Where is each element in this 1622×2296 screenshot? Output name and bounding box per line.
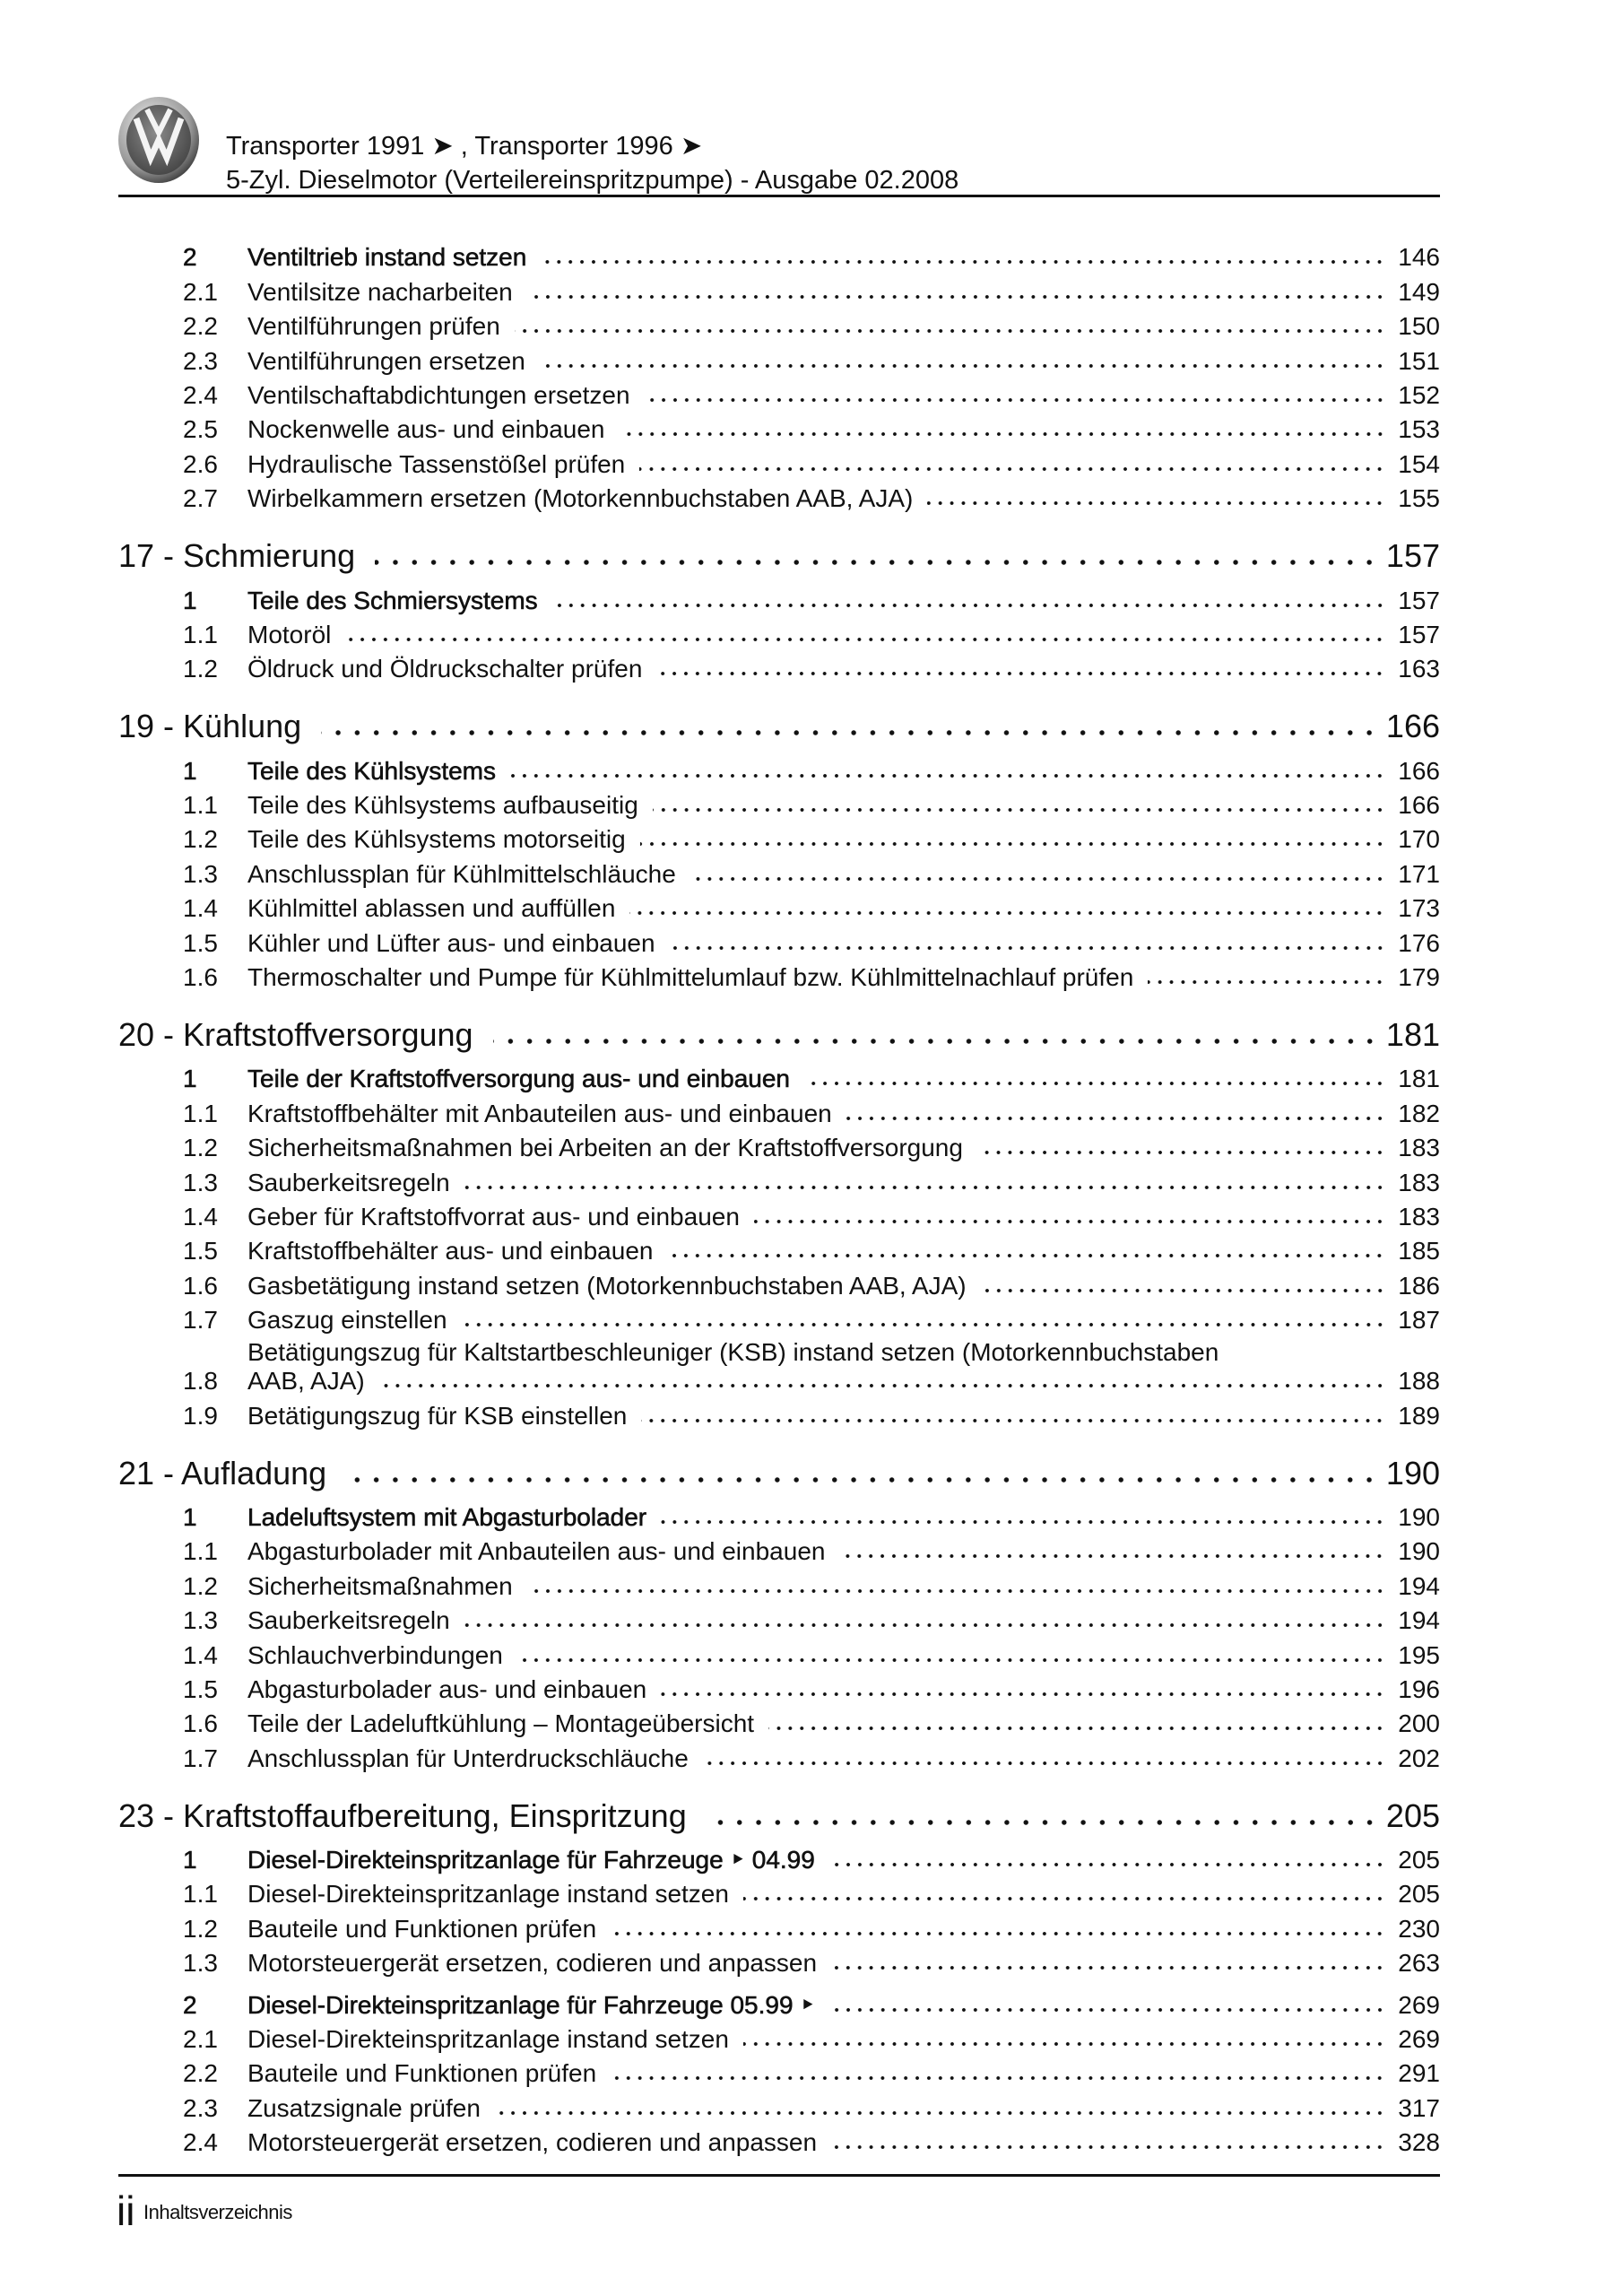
header-rule bbox=[118, 195, 1440, 197]
toc-entry[interactable] bbox=[118, 1602, 1440, 1636]
entry-page: 202 bbox=[1398, 1744, 1440, 1772]
dot-leader bbox=[661, 1518, 1385, 1526]
entry-number: 1.4 bbox=[183, 894, 218, 923]
entry-title: Motorsteuergerät ersetzen, codieren und anpassen bbox=[247, 2128, 818, 2157]
entry-page: 170 bbox=[1398, 825, 1440, 854]
entry-title: Bauteile und Funktionen prüfen bbox=[247, 1914, 597, 1943]
entry-number: 1.6 bbox=[183, 1709, 218, 1738]
dot-leader bbox=[653, 805, 1385, 814]
entry-title: Teile des Kühlsystems motorseitig bbox=[247, 825, 626, 854]
toc-entry[interactable] bbox=[118, 2089, 1440, 2123]
entry-number: 2.3 bbox=[183, 2093, 218, 2122]
entry-page: 151 bbox=[1398, 346, 1440, 375]
entry-title: Motoröl bbox=[247, 620, 332, 648]
dot-leader bbox=[743, 2039, 1385, 2048]
dot-leader bbox=[831, 2143, 1385, 2152]
entry-page: 205 bbox=[1398, 1846, 1440, 1874]
dot-leader bbox=[661, 1690, 1385, 1699]
chapter-heading[interactable] bbox=[118, 1012, 1440, 1055]
entry-title: Zusatzsignale prüfen bbox=[247, 2093, 481, 2122]
dot-leader bbox=[707, 1817, 1379, 1828]
entry-title: Sicherheitsmaßnahmen bbox=[247, 1571, 513, 1600]
dot-leader bbox=[831, 1963, 1385, 1972]
entry-page: 269 bbox=[1398, 2025, 1440, 2054]
entry-page: 157 bbox=[1398, 586, 1440, 614]
toc-entry[interactable] bbox=[118, 2055, 1440, 2089]
toc-entry[interactable] bbox=[118, 924, 1440, 958]
entry-title: Hydraulische Tassenstößel prüfen bbox=[247, 449, 626, 478]
entry-title: Ventilschaftabdichtungen ersetzen bbox=[247, 380, 630, 409]
table-of-contents bbox=[118, 239, 1440, 2158]
dot-leader bbox=[346, 1474, 1379, 1485]
entry-page: 263 bbox=[1398, 1949, 1440, 1978]
entry-page: 166 bbox=[1398, 791, 1440, 820]
entry-title: Teile der Kraftstoffversorgung aus- und einbauen bbox=[247, 1065, 790, 1093]
dot-leader bbox=[375, 557, 1379, 568]
entry-page: 182 bbox=[1398, 1099, 1440, 1127]
dot-leader bbox=[667, 1251, 1385, 1260]
entry-title: Kraftstoffbehälter aus- und einbauen bbox=[247, 1237, 654, 1265]
chapter-page: 181 bbox=[1385, 1016, 1440, 1054]
dot-leader bbox=[804, 1079, 1385, 1088]
entry-title: Ventiltrieb instand setzen bbox=[247, 243, 527, 272]
entry-title: Teile des Kühlsystems aufbauseitig bbox=[247, 791, 638, 820]
entry-page: 187 bbox=[1398, 1306, 1440, 1335]
toc-entry[interactable] bbox=[118, 752, 1440, 786]
entry-number: 2.4 bbox=[183, 2128, 218, 2157]
dot-leader bbox=[611, 2074, 1385, 2083]
entry-number: 1.1 bbox=[183, 791, 218, 820]
dot-leader bbox=[927, 499, 1385, 508]
toc-entry[interactable] bbox=[118, 1636, 1440, 1670]
dot-leader bbox=[829, 1860, 1385, 1869]
entry-title: Ladeluftsystem mit Abgasturbolader bbox=[247, 1502, 647, 1531]
toc-entry[interactable] bbox=[118, 1567, 1440, 1601]
entry-page: 166 bbox=[1398, 756, 1440, 785]
entry-title-continued: AAB, AJA) bbox=[247, 1367, 365, 1396]
toc-entry[interactable] bbox=[118, 1705, 1440, 1739]
entry-page: 155 bbox=[1398, 484, 1440, 513]
entry-page: 163 bbox=[1398, 655, 1440, 683]
entry-page: 154 bbox=[1398, 449, 1440, 478]
entry-page: 179 bbox=[1398, 963, 1440, 992]
entry-title: Ventilführungen ersetzen bbox=[247, 346, 525, 375]
entry-number: 1.1 bbox=[183, 1099, 218, 1127]
toc-entry[interactable] bbox=[118, 1198, 1440, 1232]
chapter-page: 157 bbox=[1385, 537, 1440, 575]
dot-leader bbox=[464, 1183, 1386, 1192]
dot-leader bbox=[977, 1148, 1385, 1157]
entry-number: 2.7 bbox=[183, 484, 218, 513]
toc-entry[interactable] bbox=[118, 1266, 1440, 1300]
entry-number: 2 bbox=[183, 1990, 197, 2019]
dot-leader bbox=[645, 396, 1386, 404]
entry-title: Schlauchverbindungen bbox=[247, 1640, 503, 1669]
entry-number: 1.3 bbox=[183, 1949, 218, 1978]
entry-number: 1.1 bbox=[183, 1537, 218, 1566]
chapter-heading[interactable] bbox=[118, 1450, 1440, 1493]
dot-leader bbox=[462, 1320, 1386, 1329]
dot-leader bbox=[527, 292, 1386, 301]
toc-entry[interactable] bbox=[118, 890, 1440, 924]
entry-number: 1.9 bbox=[183, 1401, 218, 1430]
entry-number: 1.7 bbox=[183, 1306, 218, 1335]
dot-leader bbox=[656, 669, 1385, 678]
toc-entry[interactable] bbox=[118, 2021, 1440, 2055]
entry-page: 150 bbox=[1398, 312, 1440, 341]
entry-number: 1.7 bbox=[183, 1744, 218, 1772]
dot-leader bbox=[620, 430, 1386, 439]
footer-rule bbox=[118, 2174, 1440, 2177]
dot-leader bbox=[345, 635, 1385, 644]
entry-title: Anschlussplan für Unterdruckschläuche bbox=[247, 1744, 689, 1772]
dot-leader bbox=[552, 601, 1386, 610]
manual-subtitle: 5-Zyl. Dieselmotor (Verteilereinspritzpumpe) - Ausgabe 02.2008 bbox=[226, 166, 959, 195]
dot-leader bbox=[379, 1381, 1386, 1390]
entry-page: 328 bbox=[1398, 2128, 1440, 2157]
entry-title: Diesel-Direkteinspritzanlage instand setzen bbox=[247, 2025, 729, 2054]
entry-title: Abgasturbolader aus- und einbauen bbox=[247, 1674, 647, 1703]
entry-page: 183 bbox=[1398, 1168, 1440, 1196]
dot-leader bbox=[846, 1114, 1386, 1123]
entry-page: 291 bbox=[1398, 2059, 1440, 2088]
chapter-title: 17 - Schmierung bbox=[118, 537, 356, 575]
entry-title: Betätigungszug für KSB einstellen bbox=[247, 1401, 628, 1430]
entry-title: Thermoschalter und Pumpe für Kühlmittelumlauf bzw. Kühlmittelnachlauf prüfen bbox=[247, 963, 1134, 992]
entry-number: 2.5 bbox=[183, 415, 218, 444]
entry-title: Kraftstoffbehälter mit Anbauteilen aus- und einbauen bbox=[247, 1099, 832, 1127]
chapter-heading[interactable] bbox=[118, 1793, 1440, 1836]
entry-number: 1.5 bbox=[183, 928, 218, 957]
entry-number: 1.3 bbox=[183, 859, 218, 888]
dot-leader bbox=[839, 1552, 1385, 1561]
entry-number: 1.2 bbox=[183, 1571, 218, 1600]
dot-leader bbox=[517, 1656, 1385, 1665]
toc-entry[interactable] bbox=[118, 308, 1440, 342]
entry-number: 1.5 bbox=[183, 1674, 218, 1703]
entry-title: Gasbetätigung instand setzen (Motorkennbuchstaben AAB, AJA) bbox=[247, 1271, 967, 1300]
toc-entry[interactable] bbox=[118, 1163, 1440, 1197]
entry-page: 153 bbox=[1398, 415, 1440, 444]
entry-page: 173 bbox=[1398, 894, 1440, 923]
entry-number: 1.3 bbox=[183, 1606, 218, 1635]
dot-leader bbox=[639, 465, 1385, 474]
toc-entry[interactable] bbox=[118, 411, 1440, 445]
chapter-page: 166 bbox=[1385, 708, 1440, 745]
entry-title: Anschlussplan für Kühlmittelschläuche bbox=[247, 859, 676, 888]
entry-number: 1.6 bbox=[183, 1271, 218, 1300]
entry-number: 2 bbox=[183, 243, 197, 272]
entry-page: 188 bbox=[1398, 1367, 1440, 1396]
toc-entry[interactable] bbox=[118, 1739, 1440, 1773]
toc-entry[interactable] bbox=[118, 1301, 1440, 1335]
entry-page: 185 bbox=[1398, 1237, 1440, 1265]
toc-entry[interactable] bbox=[118, 787, 1440, 821]
entry-page: 181 bbox=[1398, 1065, 1440, 1093]
entry-number: 1.8 bbox=[183, 1367, 218, 1396]
dot-leader bbox=[321, 727, 1379, 738]
entry-title: Sauberkeitsregeln bbox=[247, 1168, 450, 1196]
toc-entry[interactable] bbox=[118, 1671, 1440, 1705]
entry-title: Bauteile und Funktionen prüfen bbox=[247, 2059, 597, 2088]
dot-leader bbox=[640, 839, 1386, 848]
entry-page: 194 bbox=[1398, 1571, 1440, 1600]
dot-leader bbox=[1148, 978, 1385, 987]
chapter-page: 205 bbox=[1385, 1796, 1440, 1834]
dot-leader bbox=[464, 1621, 1386, 1630]
toc-entry[interactable] bbox=[118, 377, 1440, 411]
entry-number: 1.4 bbox=[183, 1202, 218, 1231]
dot-leader bbox=[981, 1286, 1386, 1295]
dot-leader bbox=[768, 1724, 1385, 1733]
toc-entry[interactable] bbox=[118, 1094, 1440, 1128]
entry-page: 200 bbox=[1398, 1709, 1440, 1738]
entry-number: 1 bbox=[183, 1065, 197, 1093]
toc-entry[interactable] bbox=[118, 1499, 1440, 1533]
entry-page: 186 bbox=[1398, 1271, 1440, 1300]
dot-leader bbox=[540, 361, 1386, 370]
chapter-page: 190 bbox=[1385, 1454, 1440, 1492]
entry-number: 1 bbox=[183, 1502, 197, 1531]
chapter-title: 23 - Kraftstoffaufbereitung, Einspritzung bbox=[118, 1796, 687, 1834]
entry-title-box bbox=[247, 1339, 1398, 1396]
entry-number: 2.3 bbox=[183, 346, 218, 375]
chapter-heading[interactable] bbox=[118, 703, 1440, 746]
entry-page: 194 bbox=[1398, 1606, 1440, 1635]
entry-number: 2.1 bbox=[183, 2025, 218, 2054]
entry-title: Kühlmittel ablassen und auffüllen bbox=[247, 894, 616, 923]
entry-page: 183 bbox=[1398, 1134, 1440, 1162]
toc-entry[interactable] bbox=[118, 480, 1440, 514]
entry-title: Abgasturbolader mit Anbauteilen aus- und einbauen bbox=[247, 1537, 826, 1566]
entry-number: 2.4 bbox=[183, 380, 218, 409]
entry-number: 2.2 bbox=[183, 2059, 218, 2088]
toc-entry[interactable] bbox=[118, 959, 1440, 993]
dot-leader bbox=[515, 326, 1386, 335]
entry-page: 317 bbox=[1398, 2093, 1440, 2122]
entry-page: 190 bbox=[1398, 1502, 1440, 1531]
entry-title: Diesel-Direkteinspritzanlage instand setzen bbox=[247, 1880, 729, 1909]
dot-leader bbox=[690, 874, 1385, 883]
footer-label: Inhaltsverzeichnis bbox=[143, 2201, 292, 2223]
dot-leader bbox=[703, 1759, 1385, 1768]
entry-page: 230 bbox=[1398, 1914, 1440, 1943]
toc-entry[interactable] bbox=[118, 821, 1440, 855]
entry-title: Geber für Kraftstoffvorrat aus- und einbauen bbox=[247, 1202, 740, 1231]
chapter-title: 20 - Kraftstoffversorgung bbox=[118, 1016, 473, 1054]
dot-leader bbox=[754, 1217, 1385, 1226]
manual-title: Transporter 1991 ➤ , Transporter 1996 ➤ bbox=[226, 132, 703, 161]
chapter-heading[interactable] bbox=[118, 533, 1440, 576]
entry-title: Öldruck und Öldruckschalter prüfen bbox=[247, 655, 643, 683]
dot-leader bbox=[527, 1587, 1386, 1596]
dot-leader bbox=[641, 1416, 1385, 1425]
dot-leader bbox=[829, 2005, 1385, 2014]
entry-page: 146 bbox=[1398, 243, 1440, 272]
dot-leader bbox=[493, 1036, 1379, 1047]
entry-title-line2 bbox=[247, 1366, 1398, 1396]
entry-title: Teile der Ladeluftkühlung – Montageübersicht bbox=[247, 1709, 755, 1738]
entry-page: 157 bbox=[1398, 620, 1440, 648]
chapter-title: 19 - Kühlung bbox=[118, 708, 302, 745]
entry-title: Gaszug einstellen bbox=[247, 1306, 447, 1335]
entry-number: 1.1 bbox=[183, 620, 218, 648]
dot-leader bbox=[541, 257, 1385, 266]
chapter-title: 21 - Aufladung bbox=[118, 1454, 327, 1492]
entry-page: 269 bbox=[1398, 1990, 1440, 2019]
toc-entry[interactable] bbox=[118, 1909, 1440, 1944]
entry-title: Nockenwelle aus- und einbauen bbox=[247, 415, 605, 444]
entry-page: 196 bbox=[1398, 1674, 1440, 1703]
entry-title: Betätigungszug für Kaltstartbeschleuniger (KSB) instand setzen (Motorkennbuchstaben bbox=[247, 1338, 1219, 1367]
entry-page: 195 bbox=[1398, 1640, 1440, 1669]
entry-number: 1 bbox=[183, 586, 197, 614]
entry-number: 1.5 bbox=[183, 1237, 218, 1265]
entry-title: Wirbelkammern ersetzen (Motorkennbuchstaben AAB, AJA) bbox=[247, 484, 914, 513]
entry-page: 205 bbox=[1398, 1880, 1440, 1909]
toc-entry[interactable] bbox=[118, 1841, 1440, 1875]
entry-title: Ventilführungen prüfen bbox=[247, 312, 500, 341]
entry-number: 1.1 bbox=[183, 1880, 218, 1909]
entry-page: 176 bbox=[1398, 928, 1440, 957]
toc-entry[interactable] bbox=[118, 239, 1440, 273]
toc-entry[interactable] bbox=[118, 1060, 1440, 1094]
toc-entry[interactable] bbox=[118, 273, 1440, 307]
dot-leader bbox=[495, 2109, 1385, 2118]
dot-leader bbox=[629, 909, 1385, 918]
entry-title: Diesel-Direkteinspritzanlage für Fahrzeuge ‣ 04.99 bbox=[247, 1846, 815, 1874]
toc-entry[interactable] bbox=[118, 855, 1440, 889]
entry-page: 183 bbox=[1398, 1202, 1440, 1231]
toc-entry[interactable] bbox=[118, 1875, 1440, 1909]
toc-entry[interactable] bbox=[118, 1396, 1440, 1431]
entry-number: 2.1 bbox=[183, 277, 218, 306]
entry-title: Diesel-Direkteinspritzanlage für Fahrzeuge 05.99 ‣ bbox=[247, 1990, 815, 2019]
toc-entry[interactable] bbox=[118, 1533, 1440, 1567]
entry-number: 1.3 bbox=[183, 1168, 218, 1196]
toc-entry[interactable] bbox=[118, 1129, 1440, 1163]
dot-leader bbox=[670, 944, 1386, 952]
toc-entry[interactable] bbox=[118, 1944, 1440, 1979]
entry-title: Ventilsitze nacharbeiten bbox=[247, 277, 513, 306]
toc-entry[interactable] bbox=[118, 581, 1440, 615]
entry-number: 1.2 bbox=[183, 655, 218, 683]
entry-number: 1 bbox=[183, 756, 197, 785]
entry-number: 1.2 bbox=[183, 1134, 218, 1162]
dot-leader bbox=[510, 771, 1385, 780]
entry-title: Teile des Kühlsystems bbox=[247, 756, 497, 785]
entry-page: 189 bbox=[1398, 1401, 1440, 1430]
entry-page: 149 bbox=[1398, 277, 1440, 306]
entry-page: 190 bbox=[1398, 1537, 1440, 1566]
entry-number: 1.2 bbox=[183, 1914, 218, 1943]
entry-title: Teile des Schmiersystems bbox=[247, 586, 538, 614]
toc-entry[interactable] bbox=[118, 2124, 1440, 2158]
entry-page: 152 bbox=[1398, 380, 1440, 409]
toc-entry[interactable] bbox=[118, 1232, 1440, 1266]
toc-entry[interactable] bbox=[118, 342, 1440, 376]
toc-entry[interactable] bbox=[118, 616, 1440, 650]
entry-title: Motorsteuergerät ersetzen, codieren und anpassen bbox=[247, 1949, 818, 1978]
entry-number: 1.2 bbox=[183, 825, 218, 854]
entry-number: 1.6 bbox=[183, 963, 218, 992]
entry-title: Sauberkeitsregeln bbox=[247, 1606, 450, 1635]
toc-entry[interactable] bbox=[118, 445, 1440, 479]
entry-number: 1.4 bbox=[183, 1640, 218, 1669]
vw-logo bbox=[117, 95, 201, 185]
toc-entry[interactable] bbox=[118, 1335, 1440, 1396]
entry-page: 171 bbox=[1398, 859, 1440, 888]
entry-number: 2.2 bbox=[183, 312, 218, 341]
entry-title: Kühler und Lüfter aus- und einbauen bbox=[247, 928, 655, 957]
dot-leader bbox=[611, 1929, 1385, 1938]
toc-entry[interactable] bbox=[118, 1986, 1440, 2020]
entry-title: Sicherheitsmaßnahmen bei Arbeiten an der Kraftstoffversorgung bbox=[247, 1134, 963, 1162]
entry-number: 2.6 bbox=[183, 449, 218, 478]
footer-page-number: ii bbox=[117, 2187, 135, 2234]
dot-leader bbox=[743, 1894, 1385, 1903]
entry-number: 1 bbox=[183, 1846, 197, 1874]
toc-entry[interactable] bbox=[118, 650, 1440, 684]
